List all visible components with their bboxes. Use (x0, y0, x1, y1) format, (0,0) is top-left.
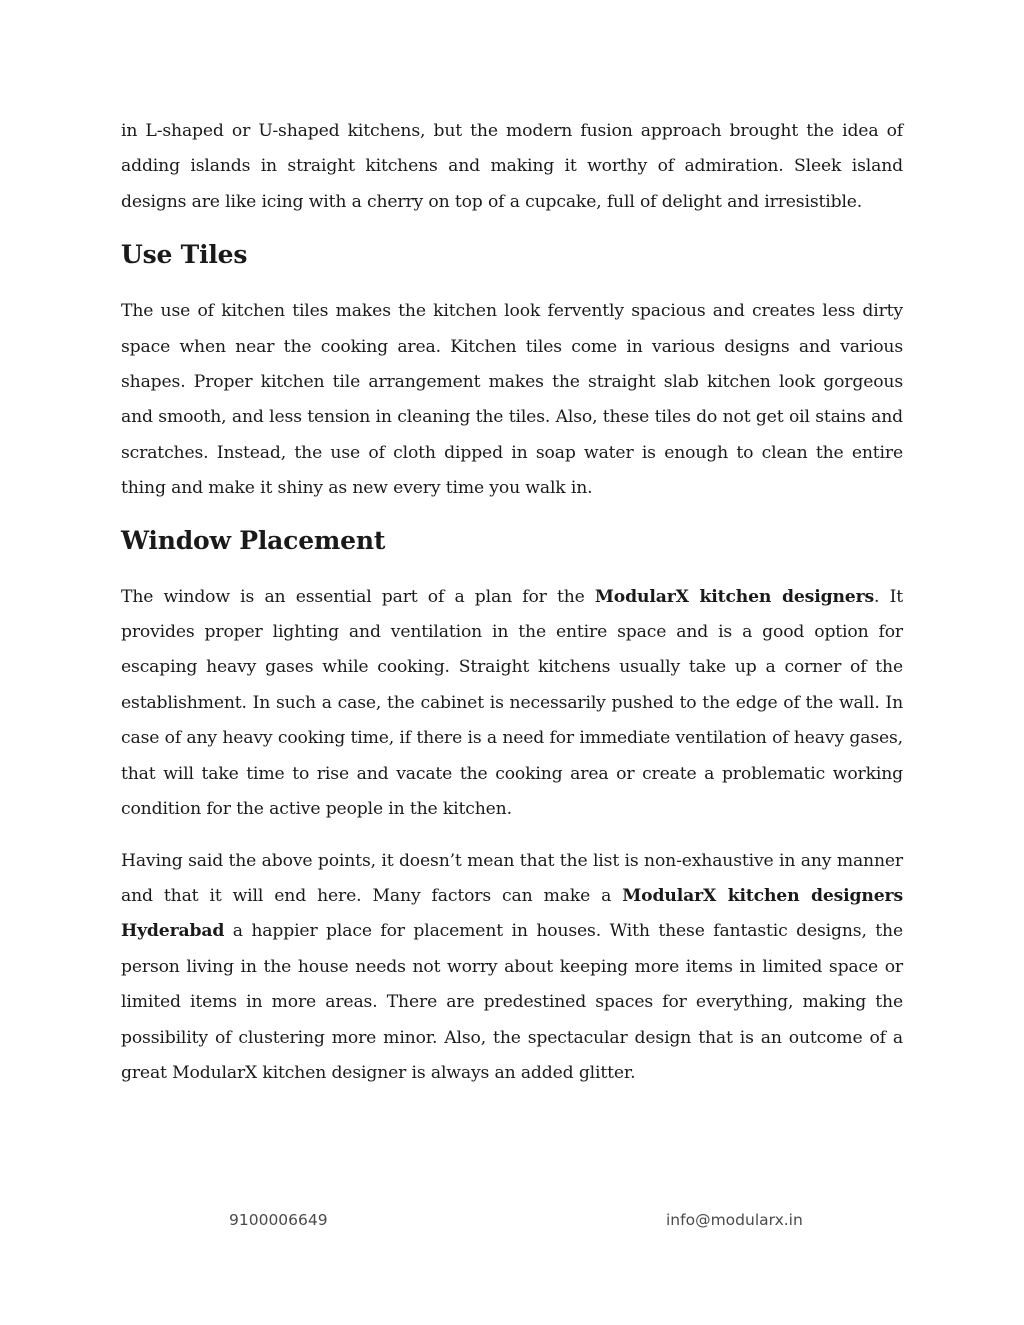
use-tiles-paragraph: The use of kitchen tiles makes the kitchen look fervently spacious and creates less dirty space when near the cooking area. Kitchen tiles come in various designs and various shapes. Proper kitchen tile arrangement makes the straight slab kitchen look gorgeous and smooth, and less tension in cleaning the tiles. Also, these tiles do not get oil stains and scratches. Instead, the use of cloth dipped in soap water is enough to clean the entire thing and make it shiny as new every time you walk in. (121, 301, 903, 499)
closing-paragraph (121, 844, 903, 1092)
footer-email: info@modularx.in (666, 1211, 803, 1229)
footer-phone: 9100006649 (229, 1211, 328, 1229)
window-placement-heading: Window Placement (121, 525, 386, 555)
use-tiles-heading: Use Tiles (121, 240, 248, 270)
window-text-start: The window is an essential part of a plan for the (121, 586, 595, 607)
page-footer (0, 1211, 1024, 1235)
window-placement-paragraph (121, 580, 903, 828)
window-text-end: . It provides proper lighting and ventilation in the entire space and is a good option for escaping heavy gases while cooking. Straight kitchens usually take up a corner of the establishment. In such a case, the cabinet is necessarily pushed to the edge of the wall. In case of any heavy cooking time, if there is a need for immediate ventilation of heavy gases, that will take time to rise and vacate the cooking area or create a problematic working condition for the active people in the kitchen. (121, 586, 903, 820)
intro-paragraph: in L-shaped or U-shaped kitchens, but the modern fusion approach brought the idea of adding islands in straight kitchens and making it worthy of admiration. Sleek island designs are like icing with a cherry on top of a cupcake, full of delight and irresistible. (121, 121, 903, 212)
window-bold-phrase: ModularX kitchen designers (594, 586, 875, 607)
closing-bold-phrase: ModularX kitchen designers Hyderabad (121, 885, 903, 942)
closing-text-start: Having said the above points, it doesn’t mean that the list is non-exhaustive in any manner and that it will end here. Many factors can make a (121, 850, 903, 906)
document-page (121, 114, 903, 1091)
closing-text-end: a happier place for placement in houses. With these fantastic designs, the person living in the house needs not worry about keeping more items in limited space or limited items in more areas. There are predestined spaces for everything, making the possibility of clustering more minor. Also, the spectacular design that is an outcome of a great ModularX kitchen designer is always an added glitter. (121, 921, 903, 1083)
